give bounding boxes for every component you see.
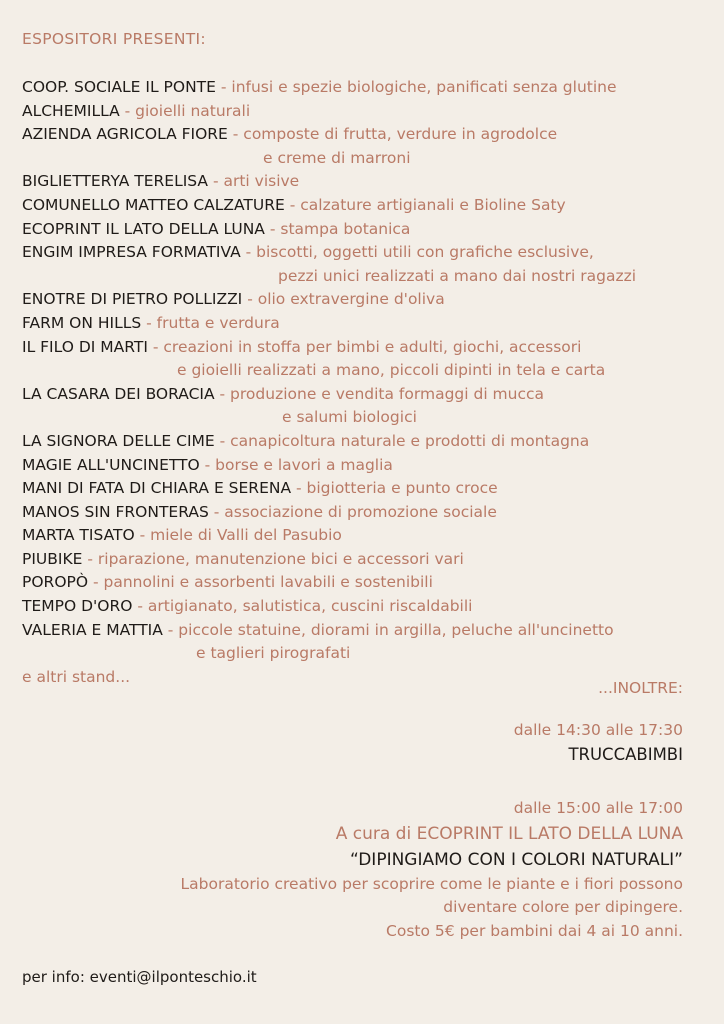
other-stands-note: e altri stand... xyxy=(22,668,131,686)
exhibitor-name: FARM ON HILLS xyxy=(22,313,142,332)
exhibitor-desc-continuation: e creme di marroni xyxy=(263,148,411,167)
exhibitor-name: POROPÒ xyxy=(22,573,89,592)
exhibitors-list xyxy=(22,76,712,666)
exhibitor-item xyxy=(22,383,712,430)
exhibitor-item xyxy=(22,76,712,100)
exhibitor-desc: - biscotti, oggetti utili con grafiche esclusive, xyxy=(240,243,594,262)
workshop-block xyxy=(181,797,683,943)
exhibitor-name: TEMPO D'ORO xyxy=(22,597,133,616)
exhibitor-desc: - infusi e spezie biologiche, panificati senza glutine xyxy=(215,78,617,96)
exhibitor-desc: - olio extravergine d'oliva xyxy=(242,290,445,309)
exhibitor-name: ENGIM IMPRESA FORMATIVA xyxy=(22,243,241,262)
exhibitor-desc: - riparazione, manutenzione bici e accessori vari xyxy=(82,549,464,568)
exhibitor-name: MANOS SIN FRONTERAS xyxy=(22,502,209,521)
exhibitor-name: LA SIGNORA DELLE CIME xyxy=(22,431,215,450)
exhibitor-item xyxy=(22,288,712,312)
event-description-line: diventare colore per dipingere. xyxy=(443,898,683,917)
exhibitor-name: PIUBIKE xyxy=(22,549,83,568)
exhibitor-desc-continuation: e taglieri pirografati xyxy=(196,644,351,663)
exhibitor-desc-continuation: e salumi biologici xyxy=(282,408,417,427)
exhibitor-desc: - associazione di promozione sociale xyxy=(208,502,497,521)
exhibitor-name: IL FILO DI MARTI xyxy=(22,337,148,356)
exhibitor-item xyxy=(22,241,712,288)
exhibitor-item xyxy=(22,194,712,218)
exhibitor-name: LA CASARA DEI BORACIA xyxy=(22,384,215,403)
exhibitor-name: COMUNELLO MATTEO CALZATURE xyxy=(22,195,285,214)
exhibitor-item xyxy=(22,123,712,170)
exhibitor-item xyxy=(22,218,712,242)
exhibitor-item xyxy=(22,336,712,383)
exhibitor-desc: - miele di Valli del Pasubio xyxy=(134,526,342,545)
exhibitor-name: AZIENDA AGRICOLA FIORE xyxy=(22,125,228,144)
exhibitor-item xyxy=(22,454,712,478)
exhibitor-item xyxy=(22,571,712,595)
exhibitor-item xyxy=(22,524,712,548)
exhibitor-desc: - piccole statuine, diorami in argilla, peluche all'uncinetto xyxy=(162,620,614,639)
exhibitor-desc: - gioielli naturali xyxy=(119,101,251,120)
exhibitor-name: ALCHEMILLA xyxy=(22,101,120,120)
exhibitor-desc: - bigiotteria e punto croce xyxy=(291,479,498,498)
exhibitor-item xyxy=(22,548,712,572)
exhibitor-item xyxy=(22,595,712,619)
contact-info: per info: eventi@ilponteschio.it xyxy=(22,968,257,986)
event-title: TRUCCABIMBI xyxy=(568,745,683,764)
exhibitors-heading: ESPOSITORI PRESENTI: xyxy=(22,30,206,48)
exhibitor-desc: - calzature artigianali e Bioline Saty xyxy=(284,195,566,214)
exhibitor-desc-continuation: e gioielli realizzati a mano, piccoli dipinti in tela e carta xyxy=(177,361,606,380)
event-organizer: A cura di ECOPRINT IL LATO DELLA LUNA xyxy=(335,823,683,844)
exhibitor-name: COOP. SOCIALE IL PONTE xyxy=(22,78,216,96)
exhibitor-desc: - pannolini e assorbenti lavabili e sostenibili xyxy=(88,573,433,592)
exhibitor-desc: - borse e lavori a maglia xyxy=(199,455,393,474)
exhibitor-name: MARTA TISATO xyxy=(22,526,135,545)
exhibitor-name: MANI DI FATA DI CHIARA E SERENA xyxy=(22,479,292,498)
exhibitor-name: BIGLIETTERYA TERELISA xyxy=(22,172,209,191)
exhibitor-item xyxy=(22,100,712,124)
exhibitor-item xyxy=(22,430,712,454)
exhibitor-desc: - produzione e vendita formaggi di mucca xyxy=(214,384,545,403)
exhibitor-name: MAGIE ALL'UNCINETTO xyxy=(22,455,200,474)
event-time: dalle 14:30 alle 17:30 xyxy=(513,721,683,739)
exhibitor-item xyxy=(22,619,712,666)
event-title: “DIPINGIAMO CON I COLORI NATURALI” xyxy=(349,849,683,870)
exhibitor-item xyxy=(22,170,712,194)
exhibitor-name: ECOPRINT IL LATO DELLA LUNA xyxy=(22,219,265,238)
exhibitor-name: ENOTRE DI PIETRO POLLIZZI xyxy=(22,290,243,309)
exhibitor-desc: - artigianato, salutistica, cuscini riscaldabili xyxy=(132,597,473,616)
exhibitor-desc-continuation: pezzi unici realizzati a mano dai nostri ragazzi xyxy=(278,266,637,285)
exhibitor-desc: - stampa botanica xyxy=(264,219,411,238)
exhibitor-desc: - frutta e verdura xyxy=(141,313,280,332)
exhibitor-desc: - canapicoltura naturale e prodotti di montagna xyxy=(214,431,590,450)
event-description-line: Laboratorio creativo per scoprire come le piante e i fiori possono xyxy=(180,874,683,893)
exhibitor-name: VALERIA E MATTIA xyxy=(22,620,163,639)
exhibitor-desc: - creazioni in stoffa per bimbi e adulti, giochi, accessori xyxy=(147,337,582,356)
event-time: dalle 15:00 alle 17:00 xyxy=(513,799,683,817)
exhibitor-desc: - composte di frutta, verdure in agrodolce xyxy=(227,125,558,144)
exhibitor-item xyxy=(22,501,712,525)
exhibitor-item xyxy=(22,477,712,501)
event-price-line: Costo 5€ per bambini dai 4 ai 10 anni. xyxy=(386,921,683,940)
inoltre-heading: ...INOLTRE: xyxy=(598,679,683,697)
exhibitor-item xyxy=(22,312,712,336)
exhibitor-desc: - arti visive xyxy=(208,172,300,191)
